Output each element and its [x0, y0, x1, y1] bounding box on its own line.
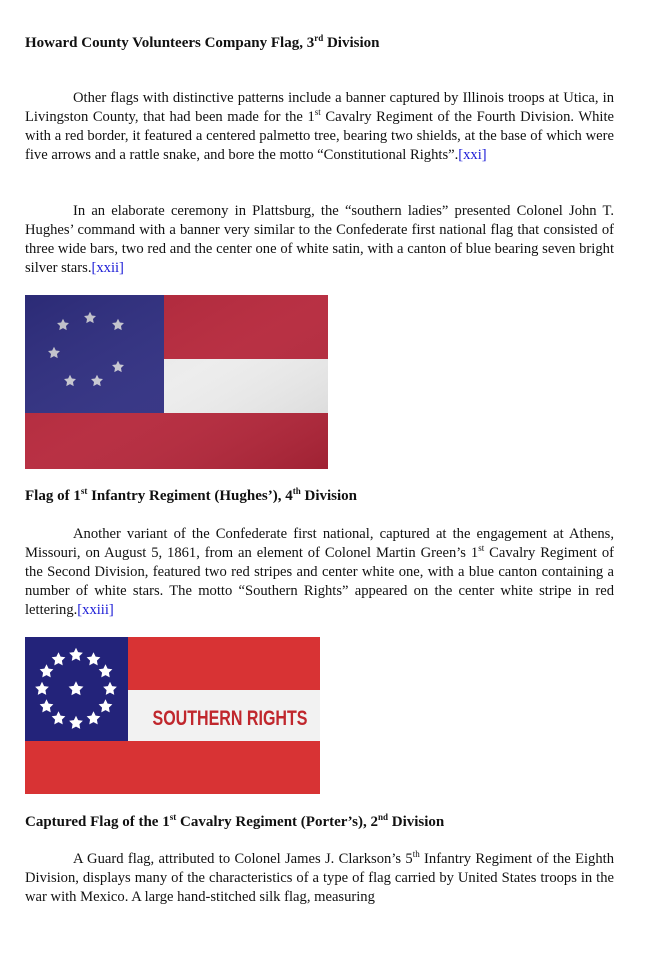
paragraph-guard-flag [25, 850, 614, 907]
heading-text: Howard County Volunteers Company Flag, 3 [25, 35, 315, 51]
paragraph-plattsburg-ceremony [25, 202, 614, 278]
caption-superscript: nd [377, 812, 388, 822]
caption-text: Flag of 1 [25, 488, 81, 504]
heading-text-end: Division [323, 35, 380, 51]
caption-text: Infantry Regiment (Hughes’), 4 [87, 488, 293, 504]
paragraph-superscript: th [412, 849, 420, 859]
seven-star-first-national-flag-image [25, 295, 328, 469]
red-stripe-bottom [25, 741, 320, 794]
paragraph-text: Other flags with distinctive patterns include a banner captured by Illinois troops at Utica, in Livingston County, that had been made for the 1 [25, 90, 614, 125]
caption-superscript: th [292, 486, 301, 496]
paragraph-text: In an elaborate ceremony in Plattsburg, the “southern ladies” presented Colonel John T. Hughes’ command with a banner very similar to the Confederate first national flag that consisted of three wide bars, two red and the center one of white satin, with a canton of blue bearing seven bright silver stars. [25, 203, 614, 276]
caption-text: Division [387, 814, 445, 830]
caption-text: Division [300, 488, 358, 504]
footnote-link-xxii[interactable]: [xxii] [91, 260, 124, 276]
caption-porter-flag [25, 813, 625, 831]
paragraph-text: Cavalry Regiment of the Fourth Division. White with a red border, it featured a centered palmetto tree, bearing two shields, at the base of which were five arrows and a rattle snake, and bore the motto “Constitutional Rights”. [25, 109, 614, 163]
paragraph-text: Infantry Regiment of the Eighth Division, displays many of the characteristics of a type of flag carried by United States troops in the war with Mexico. A large hand-stitched silk flag, measuring [25, 851, 614, 905]
paragraph-utica-banner [25, 89, 614, 165]
paragraph-text: Another variant of the Confederate first national, captured at the engagement at Athens, Missouri, on August 5, 1861, from an element of Colonel Martin Green’s 1 [25, 526, 614, 561]
paragraph-text: A Guard flag, attributed to Colonel James J. Clarkson’s 5 [73, 851, 413, 867]
paragraph-text: Cavalry Regiment of the Second Division, featured two red stripes and center white one, with a blue canton containing a number of white stars. The motto “Southern Rights” appeared on the center white stripe in red lettering. [25, 545, 614, 618]
paragraph-superscript: st [478, 543, 485, 553]
caption-superscript: st [80, 486, 88, 496]
paragraph-athens-engagement [25, 525, 614, 620]
paragraph-superscript: st [314, 107, 321, 117]
caption-hughes-flag [25, 487, 625, 505]
footnote-link-xxiii[interactable]: [xxiii] [77, 602, 114, 618]
caption-text: Captured Flag of the 1 [25, 814, 170, 830]
caption-superscript: st [169, 812, 177, 822]
southern-rights-motto: SOUTHERN RIGHTS [152, 707, 308, 730]
caption-text: Cavalry Regiment (Porter’s), 2 [176, 814, 378, 830]
footnote-link-xxi[interactable]: [xxi] [458, 147, 487, 163]
heading-superscript: rd [314, 33, 324, 43]
section-heading [25, 34, 625, 52]
southern-rights-flag-image [25, 637, 320, 794]
